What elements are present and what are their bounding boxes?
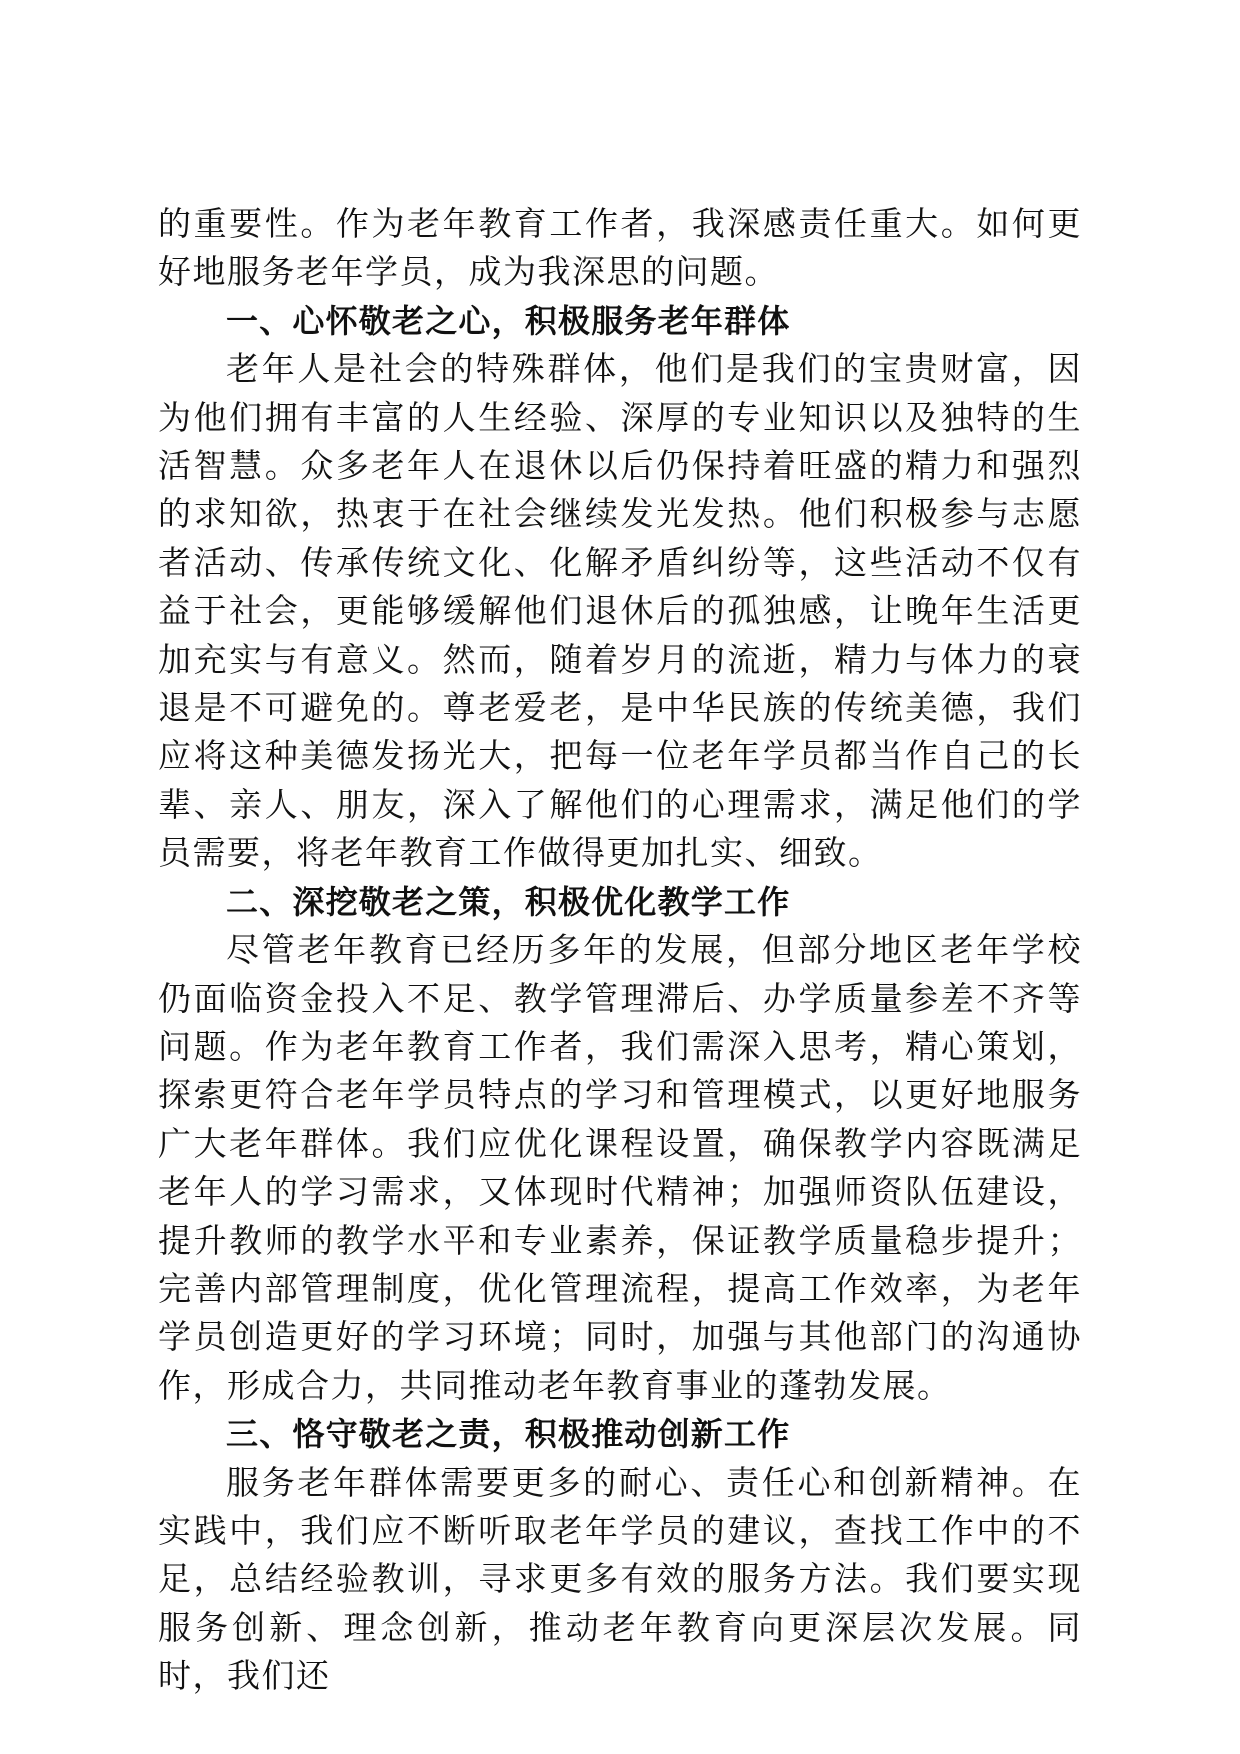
paragraph-section-1: 老年人是社会的特殊群体，他们是我们的宝贵财富，因为他们拥有丰富的人生经验、深厚的专业知识以及独特的生活智慧。众多老年人在退休以后仍保持着旺盛的精力和强烈的求知欲，热衷于在社会继续发光发热。他们积极参与志愿者活动、传承传统文化、化解矛盾纠纷等，这些活动不仅有益于社会，更能够缓解他们退休后的孤独感，让晚年生活更加充实与有意义。然而，随着岁月的流逝，精力与体力的衰退是不可避免的。尊老爱老，是中华民族的传统美德，我们应将这种美德发扬光大，把每一位老年学员都当作自己的长辈、亲人、朋友，深入了解他们的心理需求，满足他们的学员需要，将老年教育工作做得更加扎实、细致。 xyxy=(158,349,1082,873)
paragraph-section-2: 尽管老年教育已经历多年的发展，但部分地区老年学校仍面临资金投入不足、教学管理滞后、办学质量参差不齐等问题。作为老年教育工作者，我们需深入思考，精心策划，探索更符合老年学员特点的学习和管理模式，以更好地服务广大老年群体。我们应优化课程设置，确保教学内容既满足老年人的学习需求，又体现时代精神；加强师资队伍建设，提升教师的教学水平和专业素养，保证教学质量稳步提升；完善内部管理制度，优化管理流程，提高工作效率，为老年学员创造更好的学习环境；同时，加强与其他部门的沟通协作，形成合力，共同推动老年教育事业的蓬勃发展。 xyxy=(158,930,1082,1405)
section-heading-2: 二、深挖敬老之策，积极优化教学工作 xyxy=(226,882,791,921)
section-heading-3: 三、恪守敬老之责，积极推动创新工作 xyxy=(226,1415,791,1454)
paragraph-intro-continued: 的重要性。作为老年教育工作者，我深感责任重大。如何更好地服务老年学员，成为我深思的问题。 xyxy=(158,204,1082,292)
section-heading-1: 一、心怀敬老之心，积极服务老年群体 xyxy=(226,301,791,340)
document-body xyxy=(158,200,1082,1701)
paragraph-section-3: 服务老年群体需要更多的耐心、责任心和创新精神。在实践中，我们应不断听取老年学员的建议，查找工作中的不足，总结经验教训，寻求更多有效的服务方法。我们要实现服务创新、理念创新，推动老年教育向更深层次发展。同时，我们还 xyxy=(158,1462,1082,1696)
